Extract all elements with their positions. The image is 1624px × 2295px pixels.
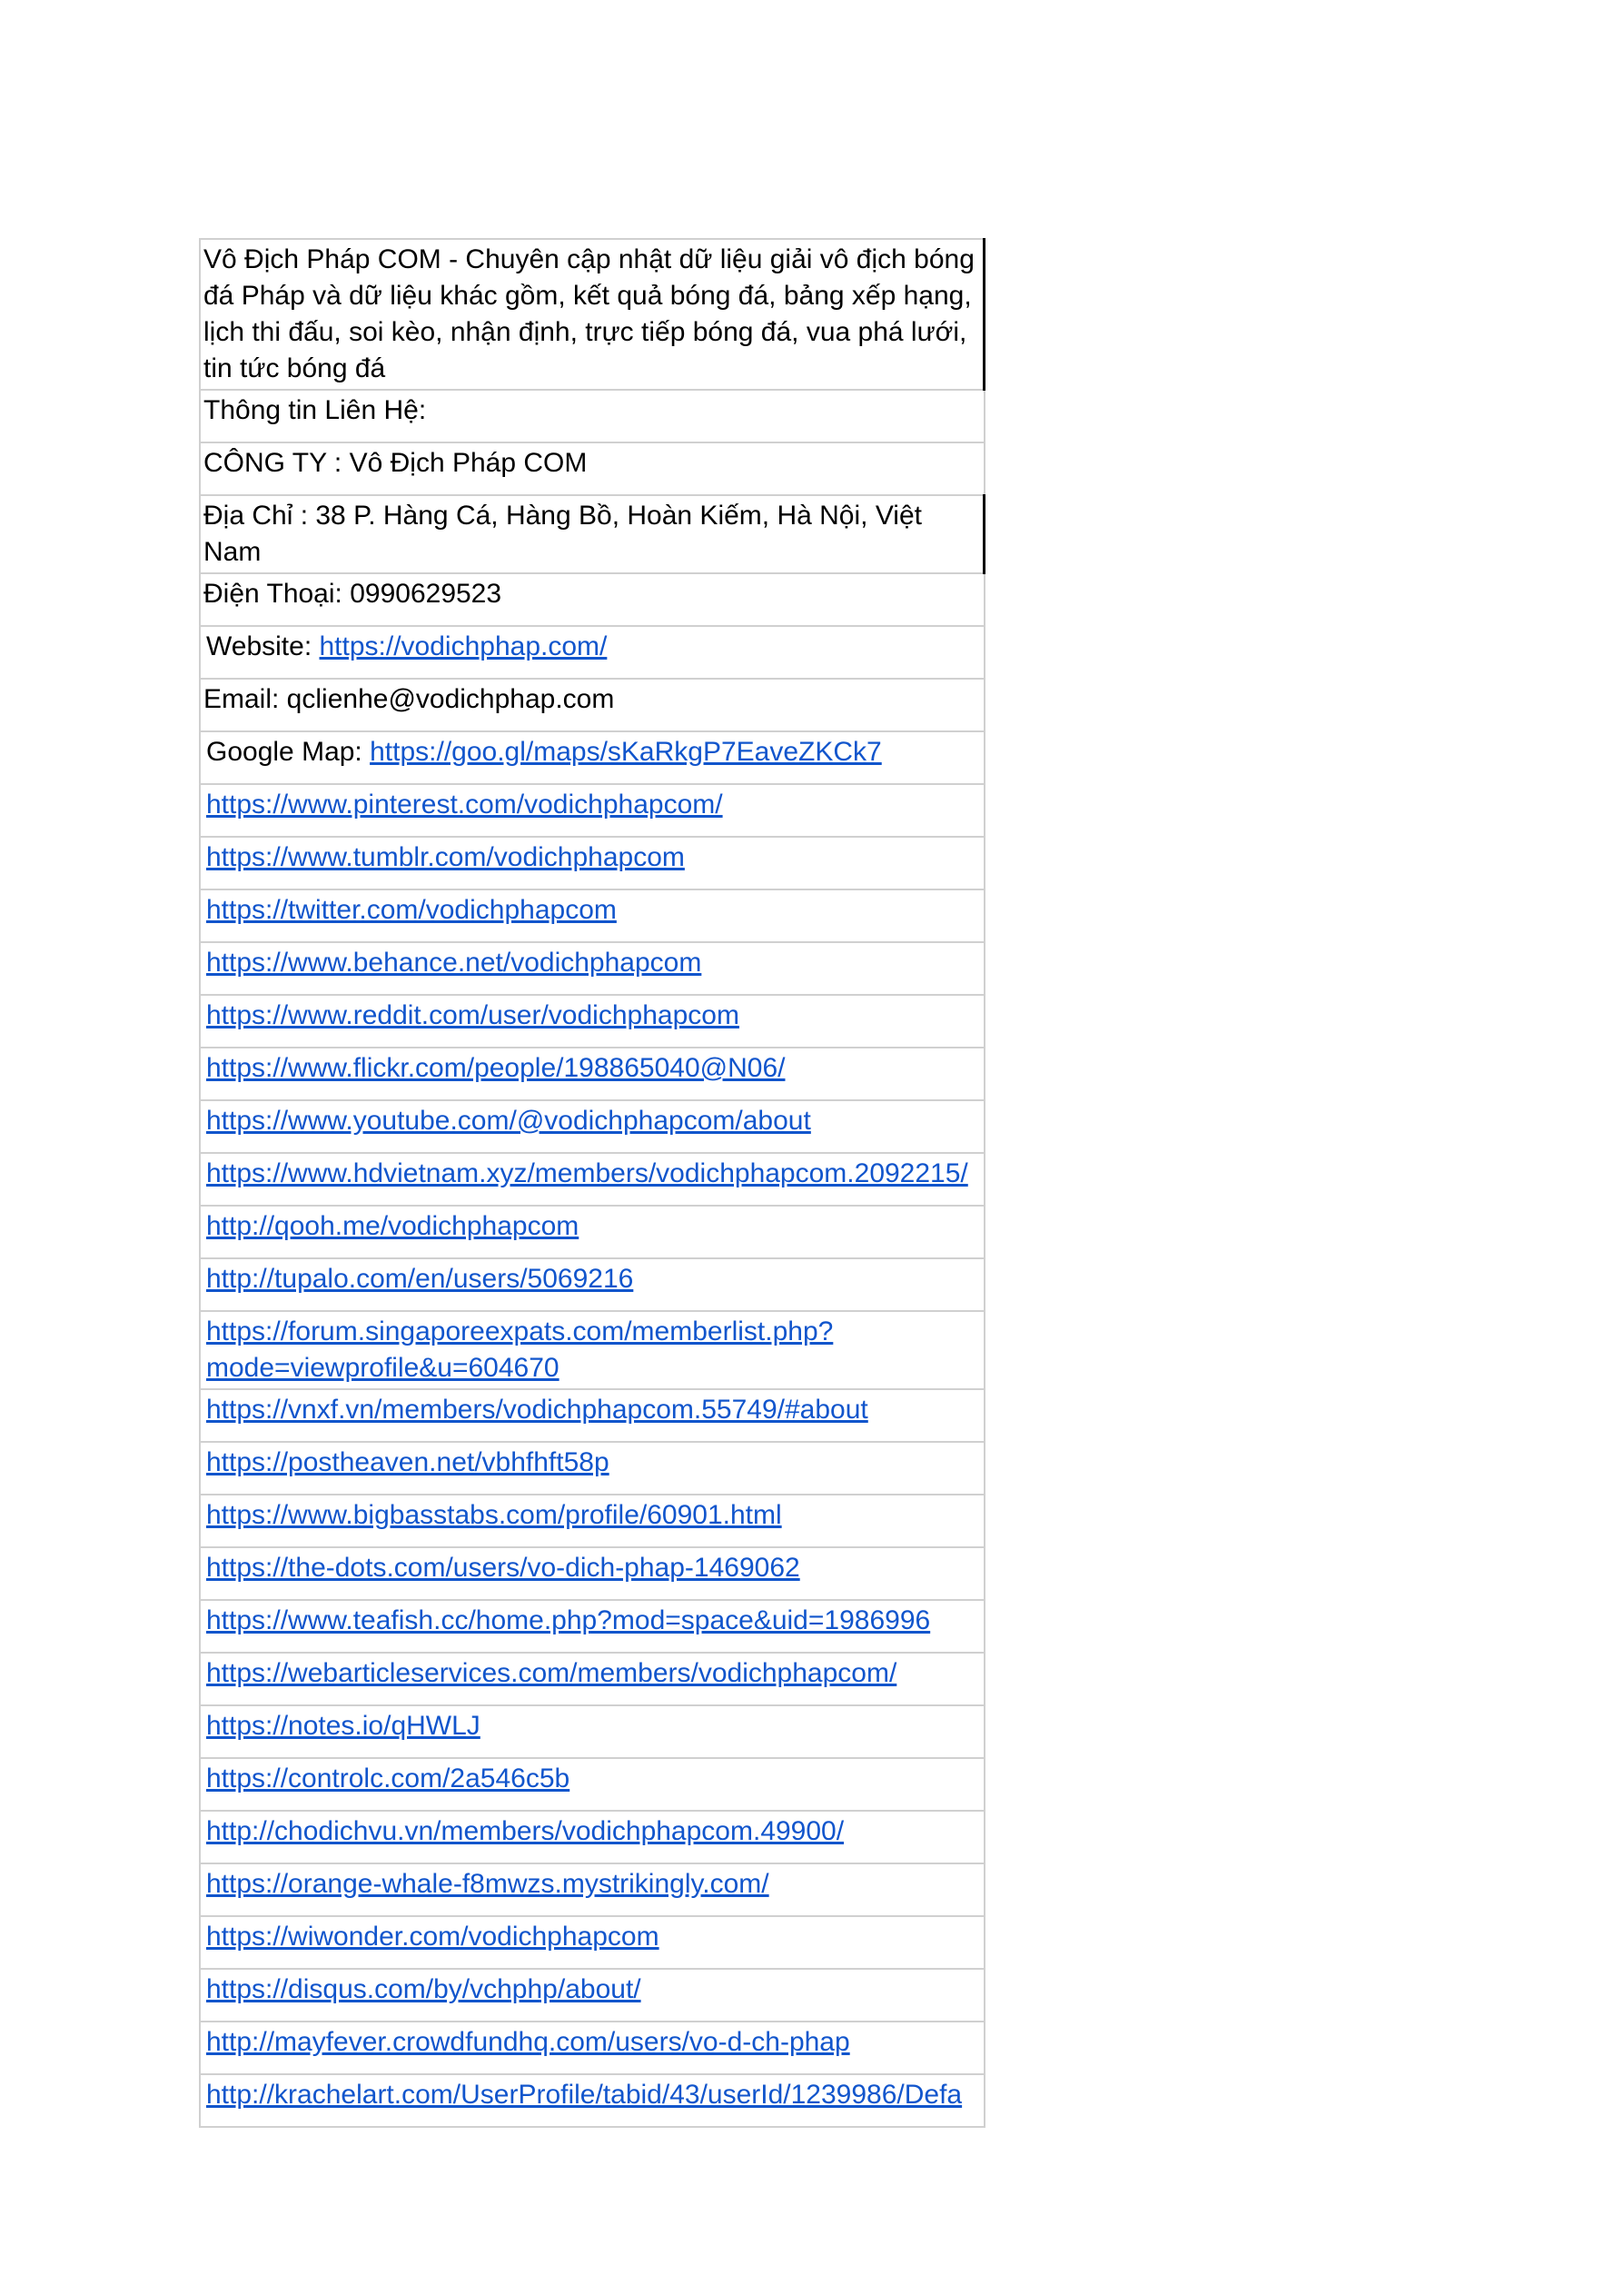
link-cell <box>200 784 985 837</box>
link-cell <box>200 1495 985 1547</box>
profile-link[interactable]: https://twitter.com/vodichphapcom <box>206 895 617 925</box>
link-cell <box>200 1811 985 1863</box>
table-row <box>200 1048 985 1100</box>
profile-link[interactable]: https://www.flickr.com/people/198865040@N06/ <box>206 1053 786 1083</box>
table-row <box>200 626 985 679</box>
profile-link[interactable]: https://the-dots.com/users/vo-dich-phap-1469062 <box>206 1553 800 1583</box>
company-name: CÔNG TY : Vô Địch Pháp COM <box>200 442 985 495</box>
profile-link[interactable]: https://www.hdvietnam.xyz/members/vodichphapcom.2092215/ <box>206 1158 968 1188</box>
link-cell <box>200 1258 985 1311</box>
table-row <box>200 390 985 442</box>
table-row <box>200 573 985 626</box>
link-cell <box>200 1048 985 1100</box>
link-cell <box>200 1389 985 1442</box>
profile-link[interactable]: https://notes.io/qHWLJ <box>206 1711 480 1741</box>
table-row <box>200 1705 985 1758</box>
table-row <box>200 1495 985 1547</box>
address-text: Địa Chỉ : 38 P. Hàng Cá, Hàng Bồ, Hoàn Kiếm, Hà Nội, Việt Nam <box>200 495 985 573</box>
table-row <box>200 1653 985 1705</box>
link-cell <box>200 1547 985 1600</box>
contact-table <box>199 238 985 2128</box>
link-cell <box>200 942 985 995</box>
table-row <box>200 495 985 573</box>
table-row <box>200 1863 985 1916</box>
google-map-link[interactable]: https://goo.gl/maps/sKaRkgP7EaveZKCk7 <box>370 737 882 767</box>
link-cell <box>200 1206 985 1258</box>
table-row <box>200 889 985 942</box>
table-row <box>200 1811 985 1863</box>
link-cell <box>200 1311 985 1389</box>
link-cell <box>200 1153 985 1206</box>
profile-link[interactable]: https://www.behance.net/vodichphapcom <box>206 948 702 978</box>
link-cell <box>200 1863 985 1916</box>
table-row <box>200 731 985 784</box>
profile-link[interactable]: https://www.youtube.com/@vodichphapcom/about <box>206 1106 811 1136</box>
map-label: Google Map: <box>206 737 371 767</box>
table-row <box>200 2074 985 2127</box>
profile-link[interactable]: http://krachelart.com/UserProfile/tabid/43/userId/1239986/Defa <box>206 2080 963 2110</box>
link-cell <box>200 1442 985 1495</box>
profile-link[interactable]: https://vnxf.vn/members/vodichphapcom.55749/#about <box>206 1395 868 1425</box>
link-cell <box>200 1758 985 1811</box>
intro-text: Vô Địch Pháp COM - Chuyên cập nhật dữ liệu giải vô địch bóng đá Pháp và dữ liệu khác gồm, kết quả bóng đá, bảng xếp hạng, lịch thi đấu, soi kèo, nhận định, trực tiếp bóng đá, vua phá lưới, tin tức bóng đá <box>200 239 985 390</box>
table-row <box>200 942 985 995</box>
table-row <box>200 2022 985 2074</box>
profile-link[interactable]: http://qooh.me/vodichphapcom <box>206 1211 579 1241</box>
table-row <box>200 1100 985 1153</box>
website-cell <box>200 626 985 679</box>
contact-heading: Thông tin Liên Hệ: <box>200 390 985 442</box>
table-row <box>200 1916 985 1969</box>
profile-link[interactable]: https://www.reddit.com/user/vodichphapcom <box>206 1000 739 1030</box>
link-cell <box>200 2074 985 2127</box>
link-cell <box>200 995 985 1048</box>
profile-link[interactable]: https://webarticleservices.com/members/vodichphapcom/ <box>206 1658 897 1688</box>
profile-link[interactable]: https://www.pinterest.com/vodichphapcom/ <box>206 790 723 820</box>
link-cell <box>200 1916 985 1969</box>
profile-link[interactable]: https://postheaven.net/vbhfhft58p <box>206 1447 609 1477</box>
profile-link[interactable]: https://controlc.com/2a546c5b <box>206 1763 570 1793</box>
profile-link[interactable]: http://chodichvu.vn/members/vodichphapcom.49900/ <box>206 1816 845 1846</box>
link-cell <box>200 1600 985 1653</box>
table-row <box>200 1258 985 1311</box>
profile-link[interactable]: https://www.tumblr.com/vodichphapcom <box>206 842 685 872</box>
table-row <box>200 837 985 889</box>
profile-link[interactable]: https://www.teafish.cc/home.php?mod=space&uid=1986996 <box>206 1605 931 1635</box>
link-cell <box>200 1100 985 1153</box>
profile-link[interactable]: https://orange-whale-f8mwzs.mystrikingly.com/ <box>206 1869 769 1899</box>
table-row <box>200 1600 985 1653</box>
profile-link[interactable]: https://forum.singaporeexpats.com/memberlist.php?mode=viewprofile&u=604670 <box>206 1316 834 1383</box>
link-cell <box>200 1653 985 1705</box>
link-cell <box>200 1969 985 2022</box>
table-row <box>200 1969 985 2022</box>
profile-link[interactable]: http://mayfever.crowdfundhq.com/users/vo-d-ch-phap <box>206 2027 850 2057</box>
table-row <box>200 442 985 495</box>
email-text: Email: qclienhe@vodichphap.com <box>200 679 985 731</box>
table-row <box>200 1547 985 1600</box>
table-row <box>200 1442 985 1495</box>
table-row <box>200 1206 985 1258</box>
phone-text: Điện Thoại: 0990629523 <box>200 573 985 626</box>
table-row <box>200 239 985 390</box>
table-row <box>200 1153 985 1206</box>
table-row <box>200 1389 985 1442</box>
link-cell <box>200 837 985 889</box>
table-row <box>200 1311 985 1389</box>
table-row <box>200 1758 985 1811</box>
link-cell <box>200 1705 985 1758</box>
profile-link[interactable]: https://disqus.com/by/vchphp/about/ <box>206 1974 641 2004</box>
website-label: Website: <box>206 631 320 661</box>
table-row <box>200 679 985 731</box>
profile-link[interactable]: http://tupalo.com/en/users/5069216 <box>206 1264 634 1294</box>
profile-link[interactable]: https://www.bigbasstabs.com/profile/60901.html <box>206 1500 782 1530</box>
profile-link[interactable]: https://wiwonder.com/vodichphapcom <box>206 1922 659 1952</box>
map-cell <box>200 731 985 784</box>
table-row <box>200 784 985 837</box>
website-link[interactable]: https://vodichphap.com/ <box>319 631 608 661</box>
link-cell <box>200 2022 985 2074</box>
link-cell <box>200 889 985 942</box>
table-row <box>200 995 985 1048</box>
